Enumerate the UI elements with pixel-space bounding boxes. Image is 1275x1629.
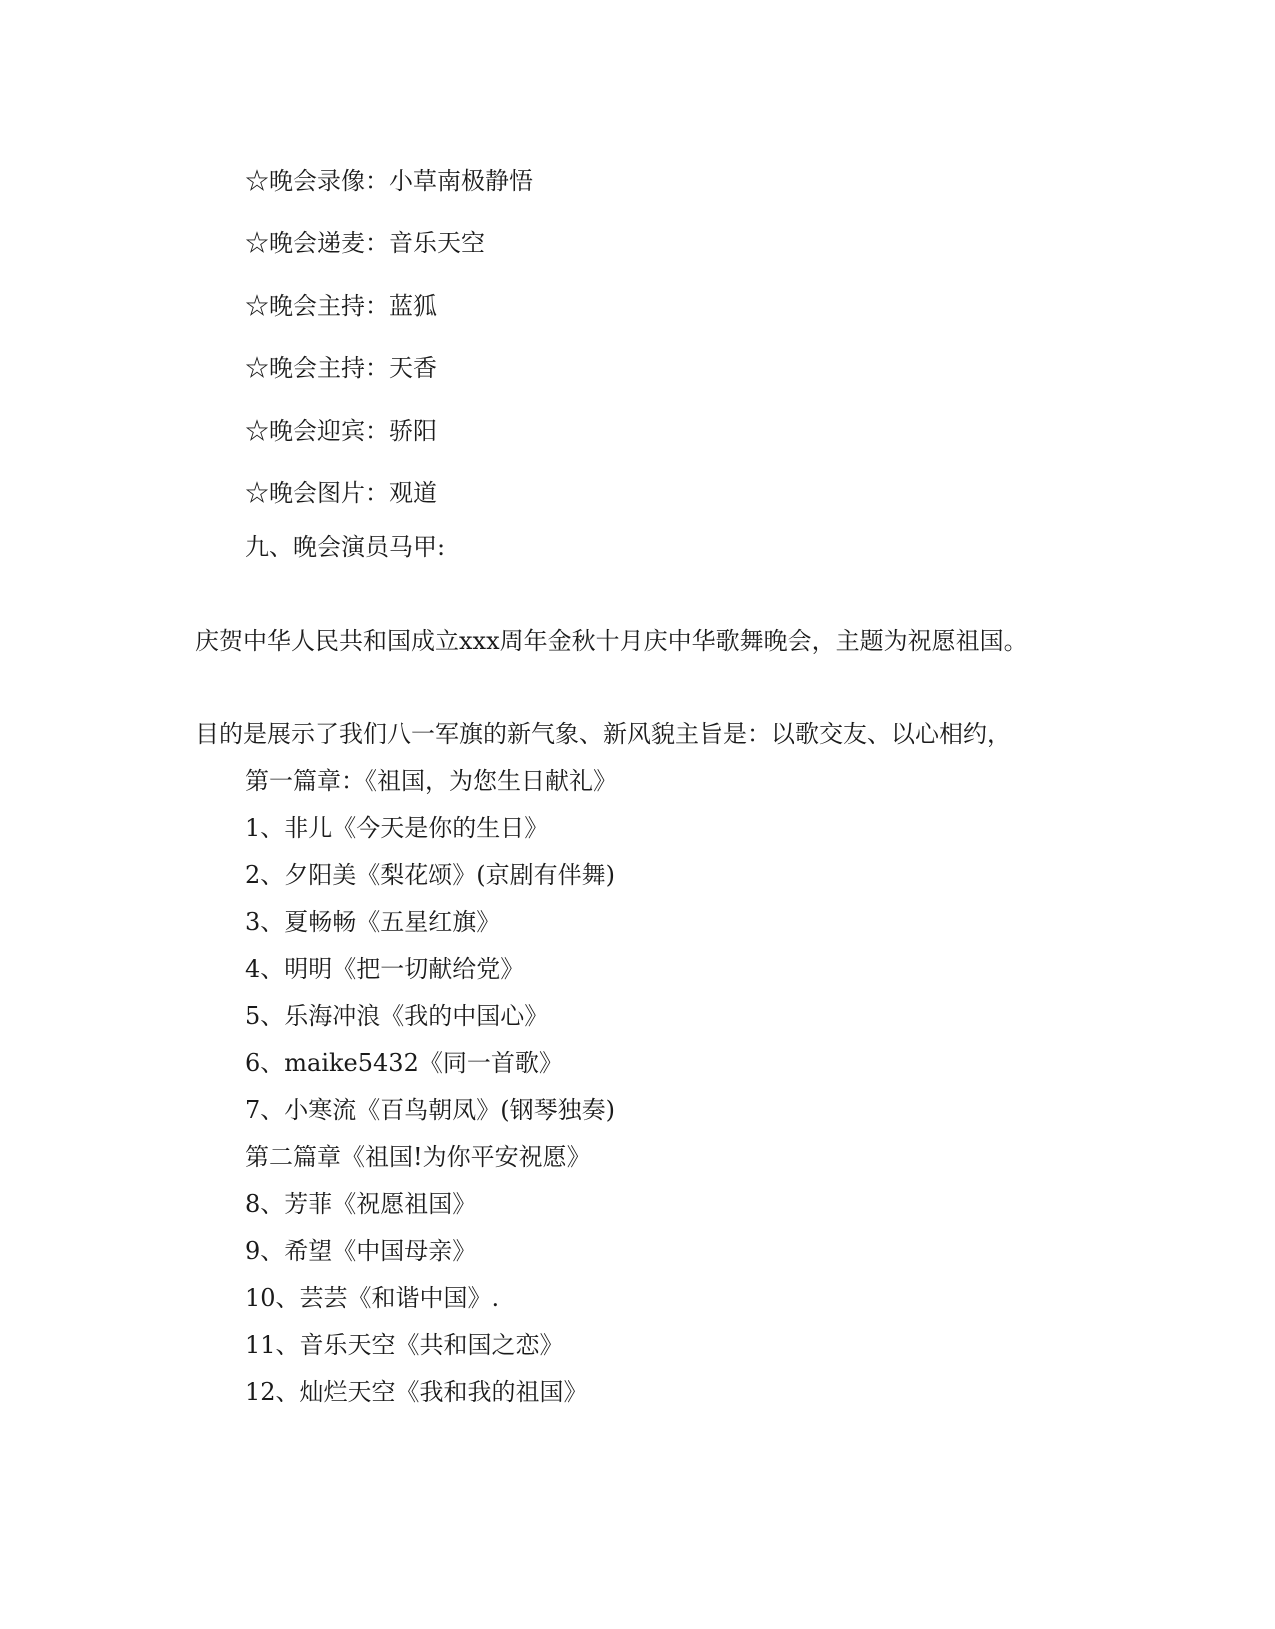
section-heading-nine: 九、晚会演员马甲:	[245, 533, 446, 561]
staff-line-photos: ☆晚会图片：观道	[245, 479, 437, 507]
staff-line-greeter: ☆晚会迎宾：骄阳	[245, 417, 437, 445]
chapter-one-heading: 第一篇章：《祖国，为您生日献礼》	[245, 767, 617, 795]
program-item: 4、明明《把一切献给党》	[245, 955, 525, 983]
program-item: 6、maike5432《同一首歌》	[245, 1049, 563, 1077]
program-item: 10、芸芸《和谐中国》.	[245, 1284, 500, 1312]
program-item: 12、灿烂天空《我和我的祖国》	[245, 1378, 588, 1406]
program-item: 5、乐海冲浪《我的中国心》	[245, 1002, 549, 1030]
chapter-two-heading: 第二篇章《祖国!为你平安祝愿》	[245, 1143, 591, 1171]
intro-paragraph: 庆贺中华人民共和国成立xxx周年金秋十月庆中华歌舞晚会，主题为祝愿祖国。	[195, 627, 1028, 655]
program-item: 3、夏畅畅《五星红旗》	[245, 908, 501, 936]
program-item: 11、音乐天空《共和国之恋》	[245, 1331, 564, 1359]
staff-line-mic: ☆晚会递麦：音乐天空	[245, 229, 485, 257]
program-item: 7、小寒流《百鸟朝凤》(钢琴独奏)	[245, 1096, 615, 1124]
staff-line-recording: ☆晚会录像：小草南极静悟	[245, 167, 533, 195]
program-item: 9、希望《中国母亲》	[245, 1237, 477, 1265]
staff-line-host-1: ☆晚会主持：蓝狐	[245, 292, 437, 320]
program-item: 2、夕阳美《梨花颂》(京剧有伴舞)	[245, 861, 615, 889]
staff-line-host-2: ☆晚会主持：天香	[245, 354, 437, 382]
program-item: 8、芳菲《祝愿祖国》	[245, 1190, 477, 1218]
purpose-paragraph: 目的是展示了我们八一军旗的新气象、新风貌主旨是：以歌交友、以心相约，	[195, 720, 1011, 748]
program-item: 1、非儿《今天是你的生日》	[245, 814, 549, 842]
